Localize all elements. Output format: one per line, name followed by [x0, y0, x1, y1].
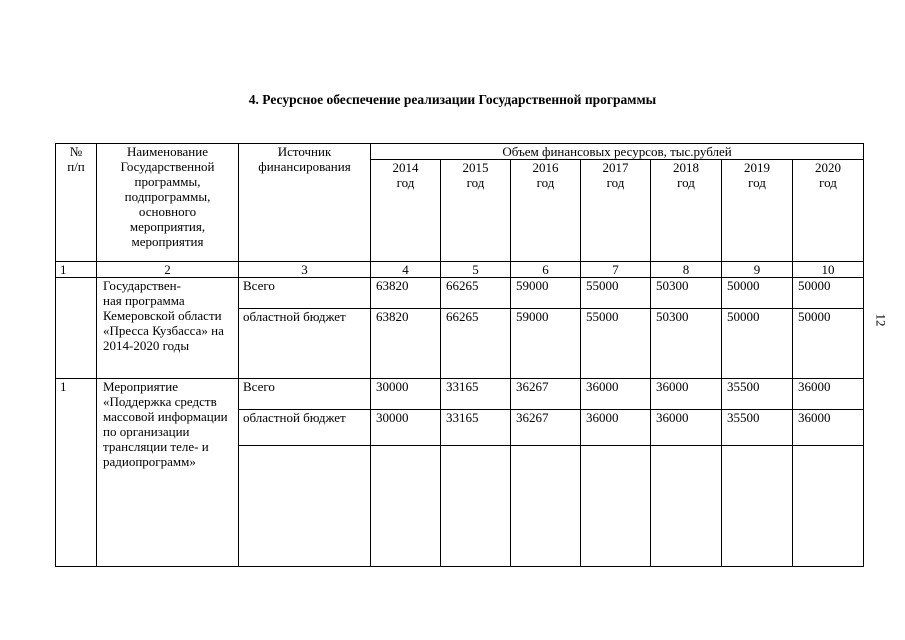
- value-cell: 59000: [511, 278, 581, 309]
- value-cell: 33165: [441, 410, 511, 446]
- measure-num: 1: [56, 379, 97, 567]
- header-year: 2020 год: [793, 160, 864, 262]
- value-cell: 50000: [722, 309, 793, 379]
- col-number: 5: [441, 262, 511, 278]
- value-cell: 30000: [371, 410, 441, 446]
- section-title: 4. Ресурсное обеспечение реализации Государственной программы: [248, 92, 657, 107]
- value-cell: 63820: [371, 278, 441, 309]
- value-cell: 35500: [722, 379, 793, 410]
- header-row-1: [56, 144, 864, 160]
- resource-table: [55, 143, 864, 567]
- header-num: № п/п: [56, 144, 97, 262]
- value-cell: 36000: [793, 410, 864, 446]
- program-num: [56, 278, 97, 379]
- header-source: Источник финансирования: [239, 144, 371, 262]
- value-cell: [722, 446, 793, 567]
- header-name: Наименование Государственной программы, подпрограммы, основного мероприятия, мероприятия: [97, 144, 239, 262]
- value-cell: 59000: [511, 309, 581, 379]
- value-cell: 50000: [722, 278, 793, 309]
- source-cell: областной бюджет: [239, 309, 371, 379]
- program-name: Государствен- ная программа Кемеровской области «Пресса Кузбасса» на 2014-2020 годы: [97, 278, 239, 379]
- value-cell: 36267: [511, 379, 581, 410]
- value-cell: 66265: [441, 278, 511, 309]
- col-number: 10: [793, 262, 864, 278]
- value-cell: [793, 446, 864, 567]
- col-number: 2: [97, 262, 239, 278]
- value-cell: 36000: [651, 379, 722, 410]
- col-number: 9: [722, 262, 793, 278]
- value-cell: [371, 446, 441, 567]
- col-number: 6: [511, 262, 581, 278]
- column-number-row: [56, 262, 864, 278]
- value-cell: 36000: [581, 410, 651, 446]
- col-number: 7: [581, 262, 651, 278]
- header-year: 2016 год: [511, 160, 581, 262]
- value-cell: 55000: [581, 278, 651, 309]
- table-row: [56, 379, 864, 410]
- value-cell: 55000: [581, 309, 651, 379]
- value-cell: 63820: [371, 309, 441, 379]
- source-cell: областной бюджет: [239, 410, 371, 446]
- header-year: 2019 год: [722, 160, 793, 262]
- col-number: 1: [56, 262, 97, 278]
- page-number: 12: [873, 313, 889, 327]
- value-cell: 36000: [793, 379, 864, 410]
- source-cell: Всего: [239, 278, 371, 309]
- value-cell: [511, 446, 581, 567]
- value-cell: 36267: [511, 410, 581, 446]
- value-cell: 50300: [651, 309, 722, 379]
- value-cell: [441, 446, 511, 567]
- value-cell: 30000: [371, 379, 441, 410]
- header-year: 2014 год: [371, 160, 441, 262]
- value-cell: [581, 446, 651, 567]
- header-year: 2017 год: [581, 160, 651, 262]
- source-cell: Всего: [239, 379, 371, 410]
- header-year: 2018 год: [651, 160, 722, 262]
- col-number: 8: [651, 262, 722, 278]
- header-year: 2015 год: [441, 160, 511, 262]
- value-cell: 50300: [651, 278, 722, 309]
- table-row: [56, 278, 864, 309]
- value-cell: 36000: [651, 410, 722, 446]
- source-cell: [239, 446, 371, 567]
- value-cell: [651, 446, 722, 567]
- value-cell: 50000: [793, 309, 864, 379]
- value-cell: 33165: [441, 379, 511, 410]
- value-cell: 35500: [722, 410, 793, 446]
- value-cell: 66265: [441, 309, 511, 379]
- header-volume: Объем финансовых ресурсов, тыс.рублей: [371, 144, 864, 160]
- value-cell: 50000: [793, 278, 864, 309]
- col-number: 3: [239, 262, 371, 278]
- measure-name: Мероприятие «Поддержка средств массовой информации по организации трансляции теле- и радиопрограмм»: [97, 379, 239, 567]
- col-number: 4: [371, 262, 441, 278]
- value-cell: 36000: [581, 379, 651, 410]
